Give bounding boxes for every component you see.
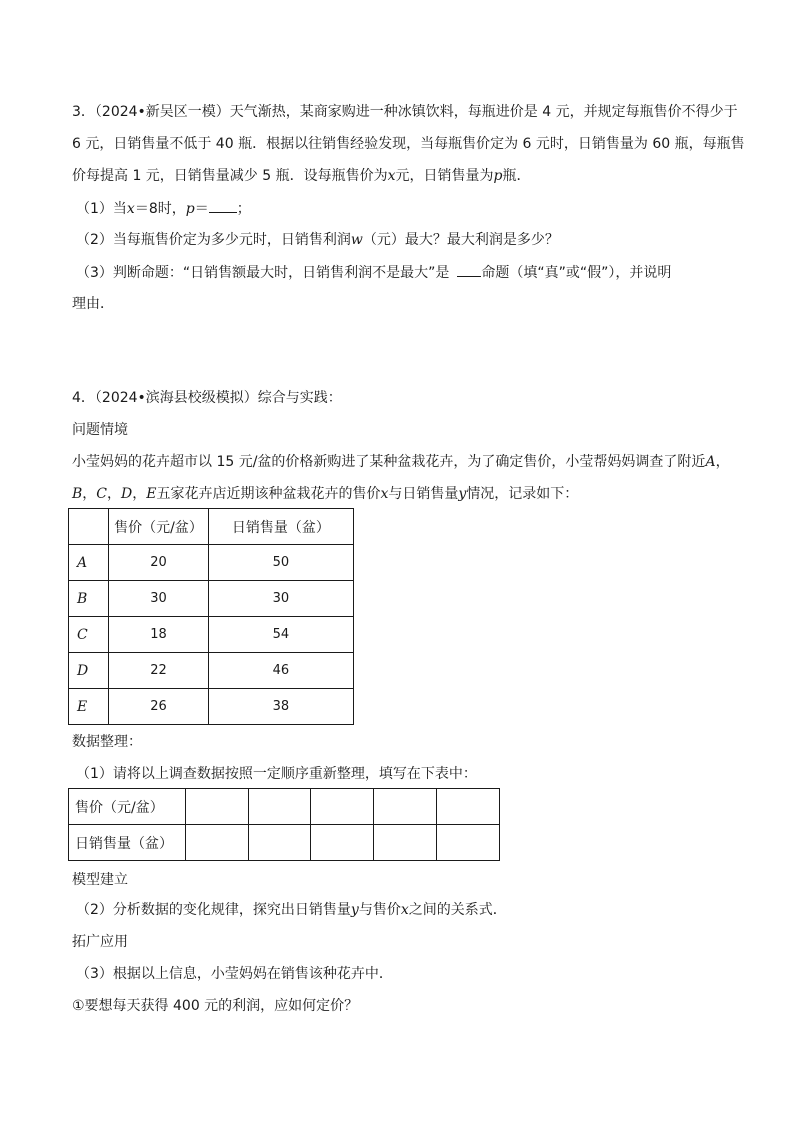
table-row — [69, 545, 354, 581]
table-cell-sales: 38 — [208, 689, 353, 725]
q3-sub-2 — [76, 230, 559, 250]
var-E: E — [146, 486, 157, 502]
q3-text: 价每提高 1 元，日销售量减少 5 瓶．设每瓶售价为 — [72, 168, 388, 184]
row-label-sales: 日销售量（盆） — [69, 825, 186, 861]
table-cell-price: 20 — [109, 545, 209, 581]
q4-sub2-text: 之间的关系式． — [408, 902, 507, 918]
empty-cell[interactable] — [185, 789, 248, 825]
table-cell-store: A — [69, 545, 109, 581]
q3-sub2-text: （2）当每瓶售价定为多少元时，日销售利润 — [76, 232, 351, 248]
q4-sub-2 — [76, 900, 507, 920]
table-row — [69, 581, 354, 617]
q4-section-problem — [72, 420, 128, 440]
q3-line-3 — [72, 166, 531, 186]
table-header-cell: 日销售量（盆） — [208, 509, 353, 545]
q4-para-1 — [72, 452, 730, 472]
empty-cell[interactable] — [437, 825, 500, 861]
q4-para-text: 与日销售量 — [388, 486, 459, 502]
answer-blank[interactable] — [457, 262, 481, 277]
q4-sub3-1-text: ①要想每天获得 400 元的利润，应如何定价？ — [72, 998, 359, 1014]
q4-title — [72, 388, 342, 408]
var-C: C — [96, 486, 108, 502]
q4-sub1-text: （1）请将以上调查数据按照一定顺序重新整理，填写在下表中： — [76, 766, 477, 782]
table-cell-price: 18 — [109, 617, 209, 653]
q4-para-text: 小莹妈妈的花卉超市以 15 元/盆的价格新购进了某种盆栽花卉，为了确定售价，小莹帮妈妈调查了附近 — [72, 454, 706, 470]
q4-sub-3 — [76, 964, 393, 984]
survey-data-table — [68, 508, 354, 725]
table-cell-sales: 46 — [208, 653, 353, 689]
q4-para-2 — [72, 484, 578, 504]
var-B: B — [72, 486, 83, 502]
row-label-price: 售价（元/盆） — [69, 789, 186, 825]
var-w: w — [350, 232, 363, 248]
table-row — [69, 689, 354, 725]
q4-para-text: ， — [715, 454, 730, 470]
separator: ， — [107, 486, 122, 502]
var-p: p — [185, 201, 195, 217]
q3-intro-text: 3．（2024•新吴区一模）天气渐热，某商家购进一种冰镇饮料，每瓶进价是 4 元，并规定每瓶售价不得少于 — [72, 104, 738, 120]
table-cell-price: 30 — [109, 581, 209, 617]
table-cell-price: 22 — [109, 653, 209, 689]
q3-text: 元，日销售量为 — [395, 168, 494, 184]
var-p: p — [493, 168, 503, 184]
table-cell-sales: 30 — [208, 581, 353, 617]
q3-sub2-text: （元）最大？最大利润是多少？ — [362, 232, 559, 248]
table-row — [69, 617, 354, 653]
q4-sub3-text: （3）根据以上信息，小莹妈妈在销售该种花卉中． — [76, 966, 393, 982]
fill-in-table — [68, 788, 500, 861]
table-cell-store: E — [69, 689, 109, 725]
var-x: x — [387, 168, 396, 184]
q4-title-text: 4．（2024•滨海县校级模拟）综合与实践： — [72, 390, 342, 406]
empty-cell[interactable] — [185, 825, 248, 861]
empty-cell[interactable] — [374, 825, 437, 861]
var-A: A — [705, 454, 716, 470]
q3-sub-3-cont — [72, 294, 114, 314]
q3-sub-1 — [76, 198, 251, 219]
var-x: x — [380, 486, 389, 502]
q4-section-apply — [72, 932, 128, 952]
q4-para-text: 五家花卉店近期该种盆栽花卉的售价 — [156, 486, 381, 502]
q3-sub1-text: （1）当 — [76, 201, 127, 217]
empty-cell[interactable] — [248, 789, 311, 825]
var-y: y — [350, 902, 359, 918]
section-heading: 问题情境 — [72, 422, 128, 438]
separator: ， — [132, 486, 147, 502]
q4-sub-3-1 — [72, 996, 358, 1016]
q3-sub1-text: ＝8时， — [134, 201, 186, 217]
table-cell-store: C — [69, 617, 109, 653]
q3-sub-3 — [76, 262, 671, 283]
table-cell-store: B — [69, 581, 109, 617]
table-cell-sales: 50 — [208, 545, 353, 581]
empty-cell[interactable] — [311, 789, 374, 825]
q3-sub1-text: ； — [236, 201, 251, 217]
empty-cell[interactable] — [374, 789, 437, 825]
q4-sub2-text: 与售价 — [358, 902, 401, 918]
q3-sub3-text: （3）判断命题：“日销售额最大时，日销售利润不是最大”是 — [76, 265, 450, 281]
q3-sub3-text: 理由． — [72, 296, 114, 312]
table-header-cell — [69, 509, 109, 545]
q4-para-text: 情况，记录如下： — [466, 486, 579, 502]
q4-sub-1 — [76, 764, 477, 784]
empty-cell[interactable] — [311, 825, 374, 861]
table-cell-sales: 54 — [208, 617, 353, 653]
var-x: x — [400, 902, 409, 918]
separator: ， — [82, 486, 97, 502]
table-row — [69, 789, 500, 825]
q3-text: 瓶． — [502, 168, 531, 184]
answer-blank[interactable] — [209, 198, 237, 213]
var-D: D — [121, 486, 133, 502]
q3-line-1 — [72, 102, 738, 122]
table-header-row — [69, 509, 354, 545]
empty-cell[interactable] — [248, 825, 311, 861]
empty-cell[interactable] — [437, 789, 500, 825]
section-heading: 拓广应用 — [72, 934, 128, 950]
q3-sub1-text: ＝ — [194, 201, 209, 217]
table-row — [69, 653, 354, 689]
q4-section-data — [72, 732, 142, 752]
var-x: x — [126, 201, 135, 217]
table-cell-price: 26 — [109, 689, 209, 725]
q3-sub3-text: 命题（填“真”或“假”），并说明 — [481, 265, 672, 281]
q4-section-model — [72, 870, 128, 890]
q3-line-2 — [72, 134, 745, 154]
table-cell-store: D — [69, 653, 109, 689]
section-heading: 模型建立 — [72, 872, 128, 888]
table-header-cell: 售价（元/盆） — [109, 509, 209, 545]
q3-condition-text: 6 元，日销售量不低于 40 瓶．根据以往销售经验发现，当每瓶售价定为 6 元时，日销售量为 60 瓶，每瓶售 — [72, 136, 745, 152]
table-row — [69, 825, 500, 861]
section-heading: 数据整理： — [72, 734, 142, 750]
var-y: y — [458, 486, 467, 502]
q4-sub2-text: （2）分析数据的变化规律，探究出日销售量 — [76, 902, 351, 918]
